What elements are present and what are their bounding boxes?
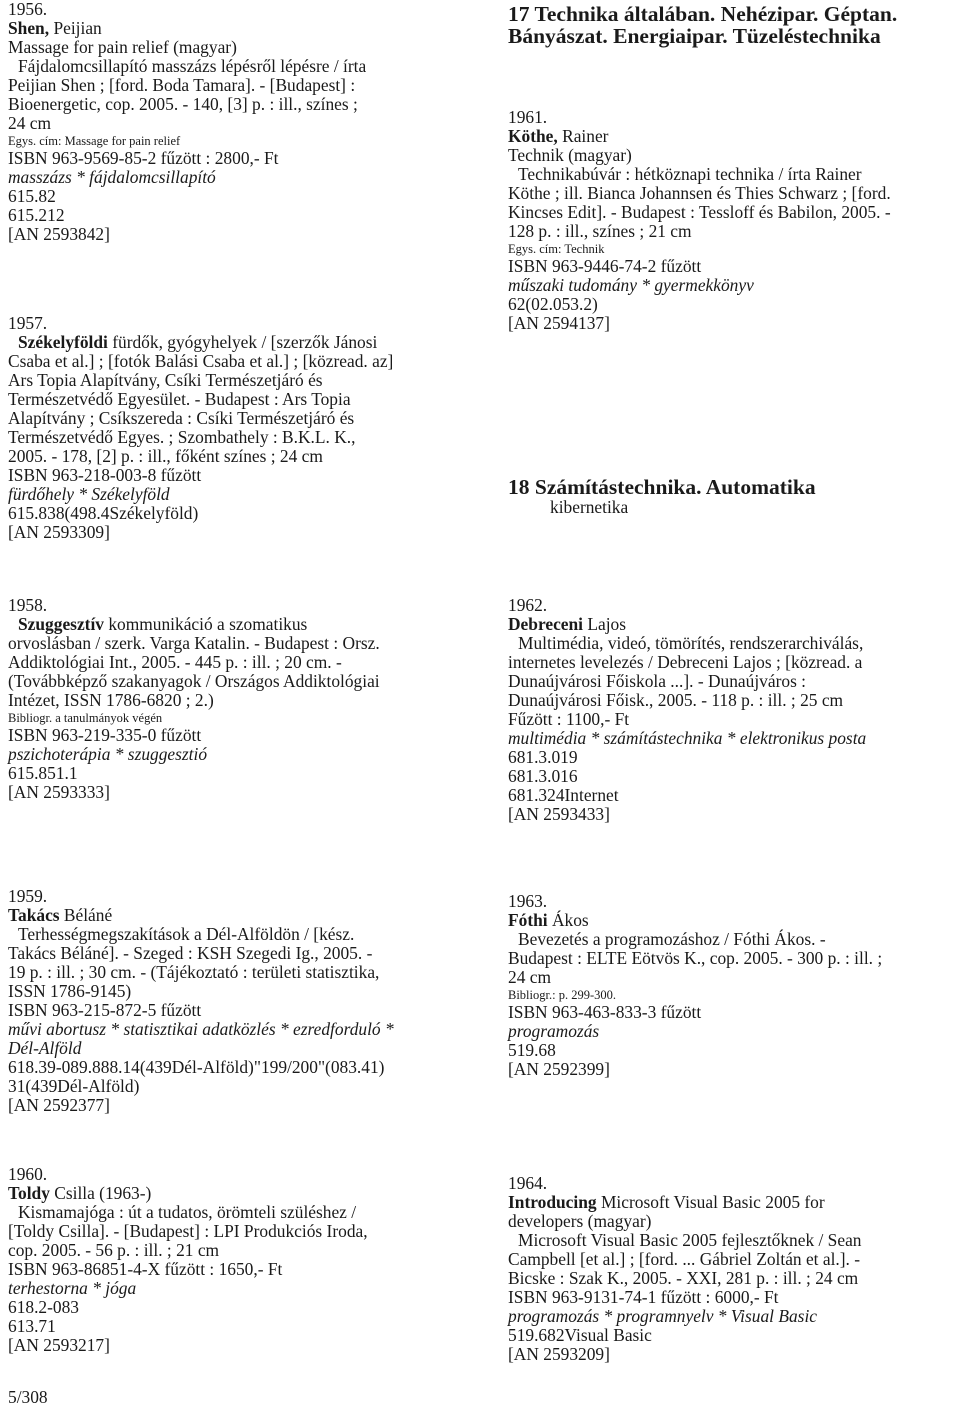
entry-isbn: ISBN 963-215-872-5 fűzött	[8, 1000, 202, 1020]
entry-number: 1961.	[508, 107, 548, 127]
entry-line: orvoslásban / szerk. Varga Katalin. - Budapest : Orsz.	[8, 633, 380, 653]
entry-line: (Továbbképző szakanyagok / Országos Addiktológiai	[8, 671, 380, 691]
entry-line: 128 p. : ill., színes ; 21 cm	[508, 221, 692, 241]
entry-an: [AN 2593309]	[8, 522, 110, 542]
entry-line: cop. 2005. - 56 p. : ill. ; 21 cm	[8, 1240, 220, 1260]
entry-line: Ars Topia Alapítvány, Csíki Természetjáró és	[8, 370, 323, 390]
section-heading-18	[508, 476, 816, 498]
entry-title: Fájdalomcsillapító masszázs lépésről lépésre / írta	[18, 56, 367, 76]
entry-udc: 681.324Internet	[508, 785, 619, 805]
section-title-line: 17 Technika általában. Nehézipar. Géptan.	[508, 2, 898, 26]
entry-udc: 681.3.019	[508, 747, 578, 767]
entry-udc: 615.212	[8, 205, 65, 225]
title-keyword: Szuggesztív	[18, 614, 104, 634]
entry-line: Bioenergetic, cop. 2005. - 140, [3] p. : ill., színes ;	[8, 94, 358, 114]
entry-note: Egys. cím: Massage for pain relief	[8, 134, 181, 148]
entry-line: Dunaújvárosi Főisk., 2005. - 118 p. : ill. ; 25 cm	[508, 690, 844, 710]
entry-1957	[8, 314, 393, 542]
entry-heading: Toldy Csilla (1963-)	[8, 1183, 152, 1203]
entry-line: ISSN 1786-9145)	[8, 981, 132, 1001]
entry-udc: 618.2-083	[8, 1297, 80, 1317]
entry-subjects: multimédia * számítástechnika * elektronikus posta	[508, 728, 867, 748]
entry-subjects: terhestorna * jóga	[8, 1278, 137, 1298]
entry-an: [AN 2593333]	[8, 782, 110, 802]
author-name: Toldy	[8, 1183, 50, 1203]
entry-subjects: művi abortusz * statisztikai adatközlés * ezredforduló *	[8, 1019, 394, 1039]
entry-line: Peijian Shen ; [ford. Boda Tamara]. - [Budapest] :	[8, 75, 356, 95]
entry-line: Bicske : Szak K., 2005. - XXI, 281 p. : ill. ; 24 cm	[508, 1268, 859, 1288]
entry-subjects: pszichoterápia * szuggesztió	[8, 744, 208, 764]
entry-title: Bevezetés a programozáshoz / Fóthi Ákos. -	[518, 929, 826, 949]
entry-number: 1960.	[8, 1164, 48, 1184]
title-keyword: Székelyföldi	[18, 332, 108, 352]
page-number: 5/308	[8, 1387, 48, 1407]
entry-line: Természetvédő Egyesület. - Budapest : Ars Topia	[8, 389, 351, 409]
entry-line: Technik (magyar)	[508, 145, 632, 165]
title-keyword: Introducing	[508, 1192, 597, 1212]
entry-1956	[8, 0, 366, 244]
entry-subjects: masszázs * fájdalomcsillapító	[8, 167, 216, 187]
entry-isbn: ISBN 963-9131-74-1 fűzött : 6000,- Ft	[508, 1287, 779, 1307]
entry-line: Addiktológiai Int., 2005. - 445 p. : ill. ; 20 cm. -	[8, 652, 342, 672]
author-name: Debreceni	[508, 614, 584, 634]
entry-line: Alapítvány ; Csíkszereda : Csíki Természetjáró és	[8, 408, 355, 428]
section-heading-17	[508, 3, 897, 47]
entry-udc: 519.68	[508, 1040, 556, 1060]
entry-1959	[8, 887, 394, 1115]
entry-line: Köthe ; ill. Bianca Johannsen és Thies Schwarz ; [ford.	[508, 183, 891, 203]
entry-udc: 615.838(498.4Székelyföld)	[8, 503, 199, 523]
entry-line: internetes levelezés / Debreceni Lajos ; [közread. a	[508, 652, 863, 672]
entry-1961	[508, 108, 891, 333]
author-name: Takács	[8, 905, 60, 925]
entry-isbn: ISBN 963-219-335-0 fűzött	[8, 725, 202, 745]
section-title-line: Bányászat. Energiaipar. Tüzeléstechnika	[508, 24, 881, 48]
entry-line: 2005. - 178, [2] p. : ill., főként színes ; 24 cm	[8, 446, 323, 466]
entry-heading: Introducing Microsoft Visual Basic 2005 for	[508, 1192, 825, 1212]
entry-an: [AN 2594137]	[508, 313, 610, 333]
entry-an: [AN 2593209]	[508, 1344, 610, 1364]
entry-number: 1964.	[508, 1173, 548, 1193]
entry-1958	[8, 596, 380, 802]
entry-line: Budapest : ELTE Eötvös K., cop. 2005. - 300 p. : ill. ;	[508, 948, 883, 968]
entry-line: Természetvédő Egyes. ; Szombathely : B.K.L. K.,	[8, 427, 356, 447]
entry-udc: 31(439Dél-Alföld)	[8, 1076, 140, 1096]
entry-line: Kincses Edit]. - Budapest : Tessloff és Babilon, 2005. -	[508, 202, 891, 222]
entry-heading: Köthe, Rainer	[508, 126, 609, 146]
entry-line: Intézet, ISSN 1786-6820 ; 2.)	[8, 690, 214, 710]
author-name: Fóthi	[508, 910, 548, 930]
author-name: Köthe,	[508, 126, 558, 146]
entry-1963	[508, 892, 882, 1079]
entry-1964	[508, 1174, 861, 1364]
entry-title: Multimédia, videó, tömörítés, rendszerarchiválás,	[518, 633, 864, 653]
entry-line: 19 p. : ill. ; 30 cm. - (Tájékoztató : területi statisztika,	[8, 962, 380, 982]
entry-title: Terhességmegszakítások a Dél-Alföldön / [kész.	[18, 924, 355, 944]
entry-udc: 615.82	[8, 186, 56, 206]
entry-title: Microsoft Visual Basic 2005 fejlesztőknek / Sean	[518, 1230, 862, 1250]
entry-subjects: Dél-Alföld	[8, 1038, 82, 1058]
entry-heading: Szuggesztív kommunikáció a szomatikus	[18, 614, 308, 634]
entry-title: Kismamajóga : út a tudatos, örömteli szüléshez /	[18, 1202, 357, 1222]
entry-isbn: ISBN 963-9446-74-2 fűzött	[508, 256, 702, 276]
entry-1960	[8, 1165, 368, 1355]
entry-isbn: ISBN 963-218-003-8 fűzött	[8, 465, 202, 485]
entry-number: 1959.	[8, 886, 48, 906]
entry-note: Egys. cím: Technik	[508, 242, 605, 256]
entry-an: [AN 2592399]	[508, 1059, 610, 1079]
entry-note: Bibliogr. a tanulmányok végén	[8, 711, 163, 725]
entry-heading: Takács Béláné	[8, 905, 113, 925]
entry-line: Takács Béláné]. - Szeged : KSH Szegedi Ig., 2005. -	[8, 943, 373, 963]
entry-isbn: ISBN 963-86851-4-X fűzött : 1650,- Ft	[8, 1259, 283, 1279]
section-title-line: 18 Számítástechnika. Automatika	[508, 475, 816, 499]
section-subtitle: kibernetika	[550, 497, 629, 517]
entry-title: Technikabúvár : hétköznapi technika / írta Rainer	[518, 164, 862, 184]
entry-1962	[508, 596, 866, 824]
entry-line: 24 cm	[508, 967, 551, 987]
entry-an: [AN 2593842]	[8, 224, 110, 244]
entry-udc: 681.3.016	[508, 766, 578, 786]
entry-line: Massage for pain relief (magyar)	[8, 37, 237, 57]
entry-line: Campbell [et al.] ; [ford. ... Gábriel Zoltán et al.]. -	[508, 1249, 861, 1269]
entry-note: Bibliogr.: p. 299-300.	[508, 988, 616, 1002]
entry-line: Dunaújvárosi Főiskola ...]. - Dunaújváros :	[508, 671, 807, 691]
entry-number: 1958.	[8, 595, 48, 615]
entry-isbn: ISBN 963-9569-85-2 fűzött : 2800,- Ft	[8, 148, 279, 168]
entry-line: developers (magyar)	[508, 1211, 652, 1231]
entry-udc: 618.39-089.888.14(439Dél-Alföld)"199/200"(083.41)	[8, 1057, 385, 1077]
author-name: Shen,	[8, 18, 50, 38]
entry-number: 1962.	[508, 595, 548, 615]
entry-udc: 615.851.1	[8, 763, 78, 783]
entry-isbn: ISBN 963-463-833-3 fűzött	[508, 1002, 702, 1022]
entry-line: 24 cm	[8, 113, 51, 133]
entry-an: [AN 2593217]	[8, 1335, 110, 1355]
entry-udc: 62(02.053.2)	[508, 294, 598, 314]
entry-an: [AN 2592377]	[8, 1095, 110, 1115]
entry-an: [AN 2593433]	[508, 804, 610, 824]
entry-subjects: műszaki tudomány * gyermekkönyv	[508, 275, 754, 295]
entry-udc: 613.71	[8, 1316, 56, 1336]
entry-subjects: programozás	[508, 1021, 600, 1041]
entry-udc: 519.682Visual Basic	[508, 1325, 652, 1345]
entry-number: 1963.	[508, 891, 548, 911]
entry-heading: Debreceni Lajos	[508, 614, 626, 634]
entry-number: 1957.	[8, 313, 48, 333]
entry-number: 1956.	[8, 0, 48, 19]
entry-subjects: programozás * programnyelv * Visual Basic	[508, 1306, 817, 1326]
entry-line: [Toldy Csilla]. - [Budapest] : LPI Produkciós Iroda,	[8, 1221, 368, 1241]
entry-heading: Székelyföldi fürdők, gyógyhelyek / [szerzők Jánosi	[18, 332, 378, 352]
entry-heading: Shen, Peijian	[8, 18, 102, 38]
entry-subjects: fürdőhely * Székelyföld	[8, 484, 170, 504]
entry-line: Fűzött : 1100,- Ft	[508, 709, 630, 729]
entry-line: Csaba et al.] ; [fotók Balási Csaba et al.] ; [közread. az]	[8, 351, 394, 371]
entry-heading: Fóthi Ákos	[508, 910, 589, 930]
